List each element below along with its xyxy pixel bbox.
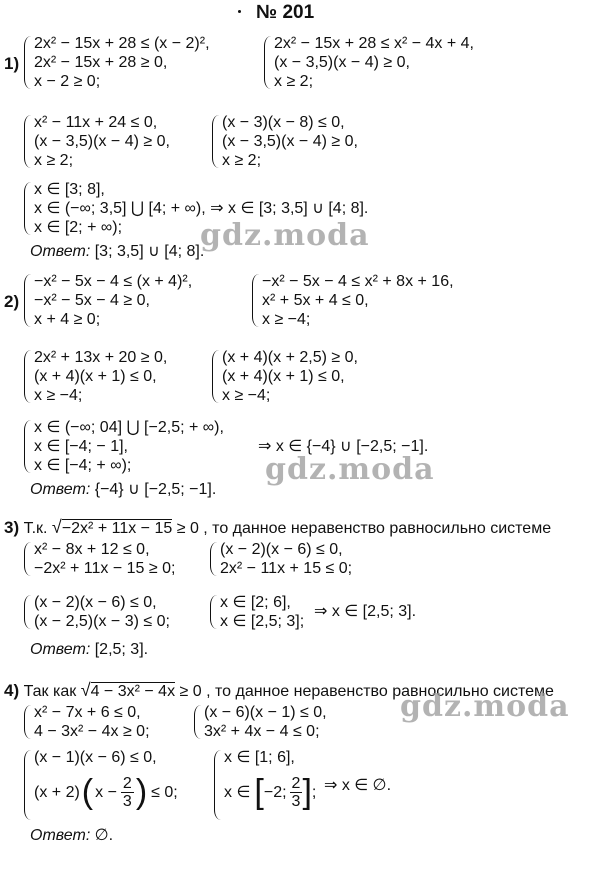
p3-s4-line-2: x ∈ [2,5; 3]; <box>220 613 305 630</box>
p2-s2-line-1: −x² − 5x − 4 ≤ x² + 8x + 16, <box>262 273 454 290</box>
p2-s5-line-3: x ∈ [−4; + ∞); <box>34 457 132 474</box>
p4-radicand: 4 − 3x² − 4x <box>90 683 176 700</box>
fraction-denominator: 3 <box>122 792 132 810</box>
p4-s1-line-1: x² − 7x + 6 ≤ 0, <box>34 704 141 721</box>
problem-3-number: 3) <box>4 518 20 537</box>
p3-system-3 <box>22 593 170 631</box>
p2-system-2 <box>250 272 454 329</box>
p4-intro-b: ≥ 0 , то данное неравенство равносильно системе <box>179 683 554 700</box>
paren-open-icon: ( <box>81 773 94 811</box>
p3-radicand: −2x² + 11x − 15 <box>61 520 173 537</box>
p3-answer <box>30 640 148 659</box>
p4-s4-line-2 <box>224 767 316 817</box>
p2-s1-line-1: −x² − 5x − 4 ≤ (x + 4)², <box>34 273 193 290</box>
p1-s2-line-1: 2x² − 15x + 28 ≤ x² − 4x + 4, <box>274 35 474 52</box>
p4-s3-line-1: (x − 1)(x − 6) ≤ 0, <box>34 749 157 766</box>
sqrt-sign-icon: √ <box>80 680 91 700</box>
p4-s4-line-1: x ∈ [1; 6], <box>224 749 295 766</box>
p3-s2-line-1: (x − 2)(x − 6) ≤ 0, <box>220 541 343 558</box>
p1-system-1 <box>22 34 210 91</box>
watermark-3: gdz.moda <box>400 689 570 724</box>
p2-answer-value: {−4} ∪ [−2,5; −1]. <box>94 481 217 498</box>
p1-s1-line-2: 2x² − 15x + 28 ≥ 0, <box>34 54 168 71</box>
p1-system-3 <box>22 113 170 170</box>
p1-s5-line-2: x ∈ (−∞; 3,5] ⋃ [4; + ∞), ⇒ x ∈ [3; 3,5] ∪ [4; 8]. <box>34 200 369 217</box>
p3-system-1 <box>22 540 175 578</box>
watermark-1: gdz.moda <box>200 218 370 253</box>
page-title: № 201 <box>256 2 315 23</box>
p1-s4-line-1: (x − 3)(x − 8) ≤ 0, <box>222 114 345 131</box>
fraction-two-thirds-interval <box>290 775 303 810</box>
fraction-denominator: 3 <box>291 792 301 810</box>
p1-answer-value: [3; 3,5] ∪ [4; 8]. <box>94 243 205 260</box>
bracket-close-icon: ] <box>302 773 312 811</box>
p4-s3-relation: ≤ 0; <box>151 783 178 801</box>
p2-s3-line-1: 2x² + 13x + 20 ≥ 0, <box>34 349 168 366</box>
p2-s5-line-1: x ∈ (−∞; 04] ⋃ [−2,5; + ∞), <box>34 419 224 436</box>
watermark-2: gdz.moda <box>265 452 435 487</box>
problem-2-number: 2) <box>4 292 20 311</box>
p1-s1-line-3: x − 2 ≥ 0; <box>34 73 101 90</box>
p4-s4-semicolon: ; <box>311 783 317 801</box>
p4-answer-label: Ответ: <box>30 827 91 844</box>
p3-s3-line-1: (x − 2)(x − 6) ≤ 0, <box>34 594 157 611</box>
p2-s4-line-3: x ≥ −4; <box>222 387 271 404</box>
p1-answer <box>30 242 204 261</box>
p2-system-3 <box>22 348 167 405</box>
p2-s1-line-3: x + 4 ≥ 0; <box>34 311 101 328</box>
p4-s2-line-2: 3x² + 4x − 4 ≤ 0; <box>204 723 320 740</box>
p3-system-2 <box>208 540 352 578</box>
p4-s2-line-1: (x − 6)(x − 1) ≤ 0, <box>204 704 327 721</box>
p2-system-1 <box>22 272 192 329</box>
p4-system-2 <box>192 703 327 741</box>
p2-s4-line-2: (x + 4)(x + 1) ≤ 0, <box>222 368 345 385</box>
fraction-numerator: 2 <box>291 774 301 792</box>
p1-s1-line-1: 2x² − 15x + 28 ≤ (x − 2)², <box>34 35 210 52</box>
p4-answer <box>30 826 113 845</box>
p2-s2-line-3: x ≥ −4; <box>262 311 311 328</box>
p4-s3-x-minus: x − <box>95 783 117 801</box>
p3-s1-line-2: −2x² + 11x − 15 ≥ 0; <box>34 560 176 577</box>
p4-system-3 <box>22 748 178 822</box>
p2-s1-line-2: −x² − 5x − 4 ≥ 0, <box>34 292 150 309</box>
p1-s5-line-1: x ∈ [3; 8], <box>34 181 105 198</box>
p1-s4-line-2: (x − 3,5)(x − 4) ≥ 0, <box>222 133 358 150</box>
p3-answer-value: [2,5; 3]. <box>94 641 149 658</box>
p4-s3-factor-1: (x + 2) <box>34 783 80 801</box>
p3-s1-line-1: x² − 8x + 12 ≤ 0, <box>34 541 150 558</box>
p4-s1-line-2: 4 − 3x² − 4x ≥ 0; <box>34 723 150 740</box>
p3-s2-line-2: 2x² − 11x + 15 ≤ 0; <box>220 560 353 577</box>
p3-result: ⇒ x ∈ [2,5; 3]. <box>314 603 417 620</box>
sqrt-sign-icon: √ <box>51 517 62 537</box>
p2-system-5 <box>22 418 224 475</box>
p4-s4-x-in: x ∈ <box>224 783 251 801</box>
p1-s3-line-2: (x − 3,5)(x − 4) ≥ 0, <box>34 133 170 150</box>
p2-result: ⇒ x ∈ {−4} ∪ [−2,5; −1]. <box>258 438 429 455</box>
p4-system-4 <box>212 748 316 822</box>
p4-result: ⇒ x ∈ ∅. <box>324 777 392 794</box>
p1-s5-line-3: x ∈ [2; + ∞); <box>34 219 123 236</box>
p1-s3-line-1: x² − 11x + 24 ≤ 0, <box>34 114 158 131</box>
p3-s4-line-1: x ∈ [2; 6], <box>220 594 291 611</box>
p2-s3-line-3: x ≥ −4; <box>34 387 83 404</box>
p2-s5-line-2: x ∈ [−4; − 1], <box>34 438 128 455</box>
p1-s3-line-3: x ≥ 2; <box>34 152 74 169</box>
paren-close-icon: ) <box>135 773 148 811</box>
p4-s4-interval-start: −2; <box>263 783 287 801</box>
bracket-open-icon: [ <box>254 773 264 811</box>
p1-answer-label: Ответ: <box>30 243 91 260</box>
p2-answer <box>30 480 216 499</box>
p3-intro-b: ≥ 0 , то данное неравенство равносильно системе <box>176 520 552 537</box>
problem-1-number: 1) <box>4 54 20 73</box>
p3-intro-a: Т.к. <box>23 520 48 537</box>
p1-system-2 <box>262 34 474 91</box>
p1-s4-line-3: x ≥ 2; <box>222 152 262 169</box>
p2-answer-label: Ответ: <box>30 481 91 498</box>
p3-s3-line-2: (x − 2,5)(x − 3) ≤ 0; <box>34 613 170 630</box>
p2-s4-line-1: (x + 4)(x + 2,5) ≥ 0, <box>222 349 358 366</box>
p1-s2-line-3: x ≥ 2; <box>274 73 314 90</box>
p4-intro-a: Так как <box>23 683 77 700</box>
p4-s3-line-2 <box>34 767 178 817</box>
p3-answer-label: Ответ: <box>30 641 91 658</box>
p3-intro <box>4 518 551 538</box>
p1-system-4 <box>210 113 358 170</box>
p2-system-4 <box>210 348 358 405</box>
problem-4-number: 4) <box>4 681 20 700</box>
p2-s3-line-2: (x + 4)(x + 1) ≤ 0, <box>34 368 157 385</box>
dot-mark <box>238 10 241 13</box>
p4-system-1 <box>22 703 150 741</box>
p4-answer-value: ∅. <box>94 827 114 844</box>
p1-s2-line-2: (x − 3,5)(x − 4) ≥ 0, <box>274 54 410 71</box>
fraction-numerator: 2 <box>122 774 132 792</box>
fraction-two-thirds <box>121 775 134 810</box>
p3-system-4 <box>208 593 304 631</box>
p2-s2-line-2: x² + 5x + 4 ≤ 0, <box>262 292 369 309</box>
